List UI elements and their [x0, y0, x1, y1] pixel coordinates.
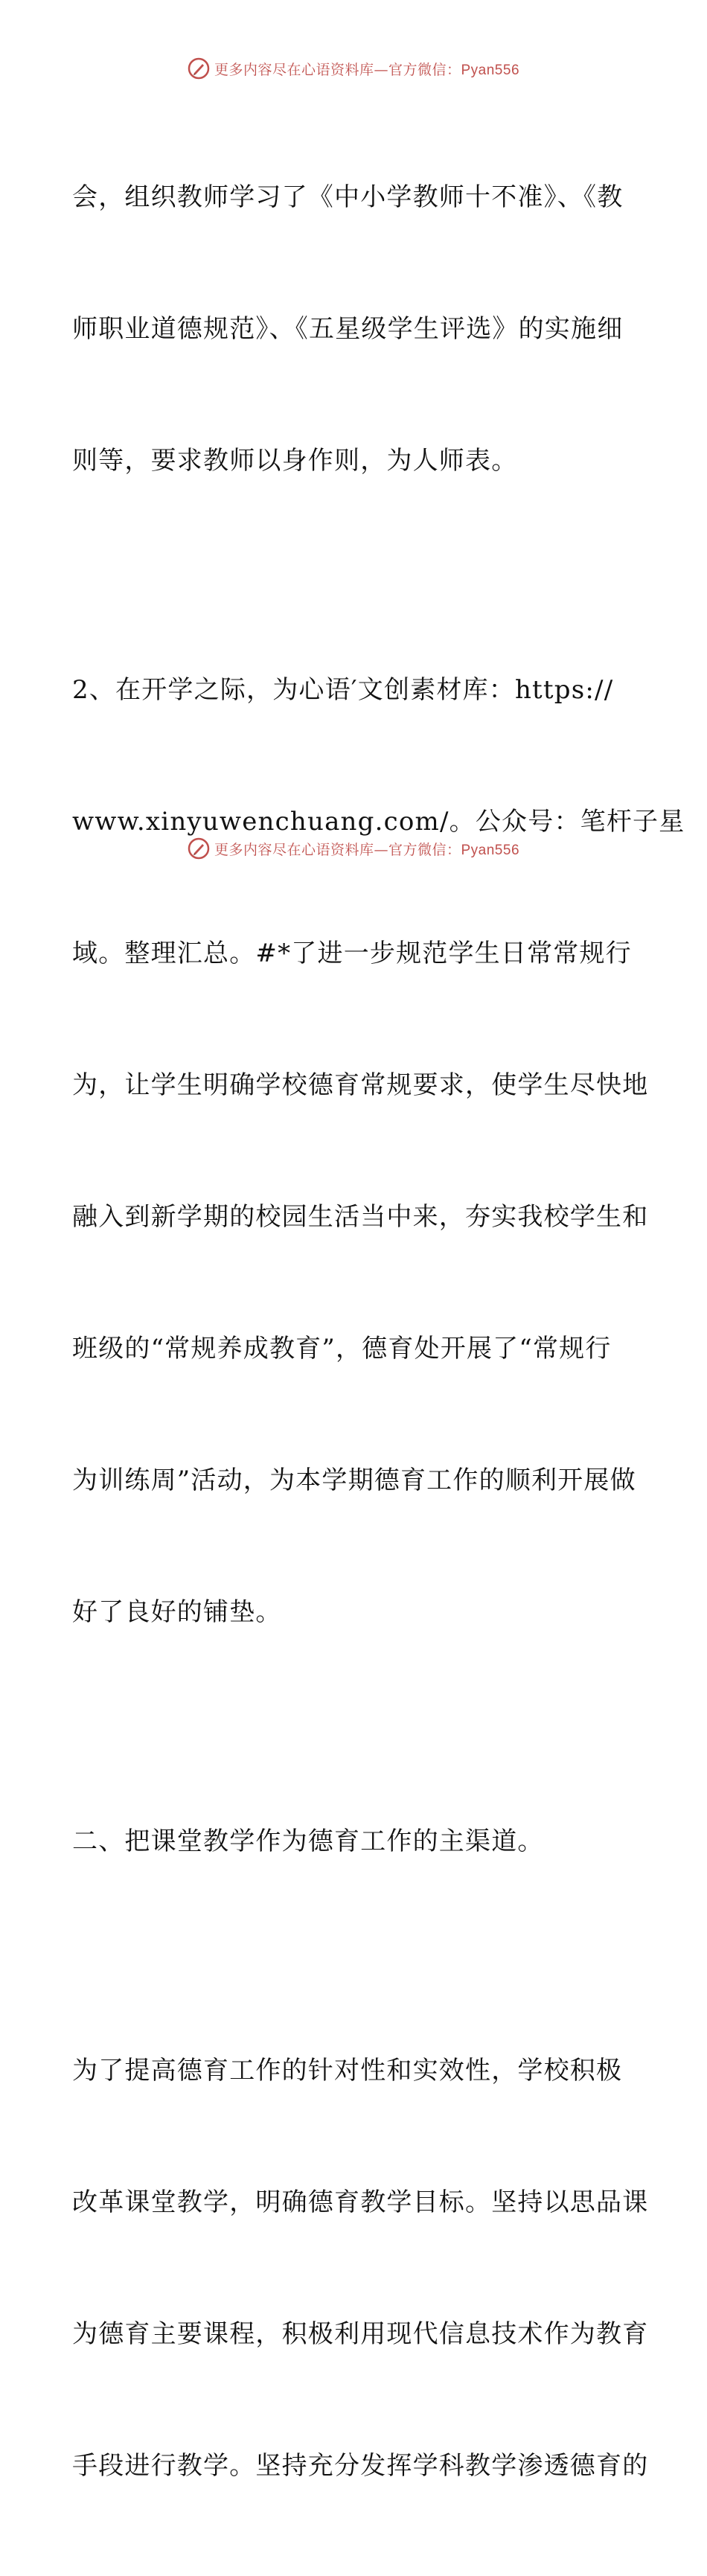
watermark-footer	[0, 834, 707, 863]
text-line: 班级的“常规养成教育”，德育处开展了“常规行	[72, 1334, 612, 1364]
text-line: 会，组织教师学习了《中小学教师十不准》、《教	[72, 182, 624, 212]
text-line: 则等，要求教师以身作则，为人师表。	[72, 446, 518, 476]
heading-line: 二、把课堂教学作为德育工作的主渠道。	[72, 1826, 544, 1856]
text-line: 为德育主要课程，积极利用现代信息技术作为教育	[72, 2319, 649, 2349]
paragraph-3	[72, 1961, 649, 2576]
text-line: www.xinyuwenchuang.com/。公众号：笔杆子星	[72, 807, 685, 837]
watermark-header	[0, 54, 707, 83]
text-line: 为，让学生明确学校德育常规要求，使学生尽快地	[72, 1070, 649, 1100]
paragraph-1	[72, 88, 638, 571]
text-line: 改革课堂教学，明确德育教学目标。坚持以思品课	[72, 2187, 649, 2217]
document-body	[72, 88, 685, 2576]
text-line: 为了提高德育工作的针对性和实效性，学校积极	[72, 2056, 623, 2086]
text-line: 融入到新学期的校园生活当中来，夯实我校学生和	[72, 1202, 649, 1232]
pen-seal-icon	[188, 57, 210, 80]
text-line: 师职业道德规范》、《五星级学生评选》的实施细	[72, 314, 624, 344]
text-line: 为训练周”活动，为本学期德育工作的顺利开展做	[72, 1466, 636, 1495]
text-line: 域。整理汇总。#*了进一步规范学生日常常规行	[72, 939, 632, 968]
text-line: 2、在开学之际，为心语′文创素材库：https://	[72, 675, 614, 705]
watermark-text: 更多内容尽在心语资料库—官方微信：Pyan556	[214, 841, 520, 858]
pen-seal-icon	[188, 837, 210, 860]
paragraph-2	[72, 581, 685, 1722]
text-line: 手段进行教学。坚持充分发挥学科教学渗透德育的	[72, 2451, 649, 2481]
watermark-text: 更多内容尽在心语资料库—官方微信：Pyan556	[214, 61, 520, 78]
section-heading	[72, 1732, 638, 1952]
text-line: 好了良好的铺垫。	[72, 1597, 282, 1627]
